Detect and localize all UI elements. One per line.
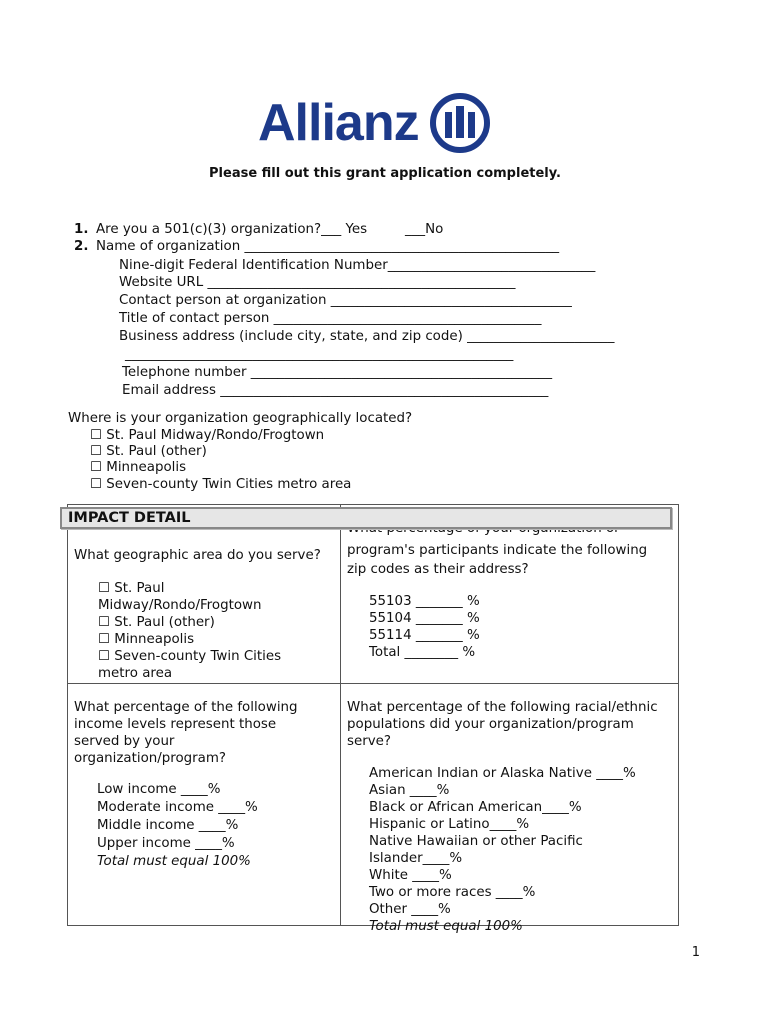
contact-person-field[interactable]: Contact person at organization ____________________________________ [119,293,572,308]
income-rows [97,781,317,871]
geo-option-midway[interactable]: ☐ St. Paul Midway/Rondo/Frogtown [98,581,262,613]
income-row-moderate[interactable]: Moderate income ____% [97,800,258,815]
geo-options [98,580,323,682]
ethnic-question: What percentage of the following racial/ethnic populations did your organization/program serve? [347,700,658,749]
location-option-st-paul-other[interactable]: ☐ St. Paul (other) [90,444,207,459]
logo-wordmark: Allianz [258,94,419,152]
zip-row-55104[interactable]: 55104 _______ % [369,611,480,626]
geo-option-minneapolis[interactable]: ☐ Minneapolis [98,632,195,647]
zip-row-total[interactable]: Total ________ % [369,645,476,660]
contact-title-field[interactable]: Title of contact person ________________________________________ [119,311,542,326]
business-address-line2[interactable]: __________________________________________________________ [125,347,514,362]
business-address-field[interactable]: Business address (include city, state, and zip code) ______________________ [119,329,615,344]
location-question: Where is your organization geographically located? [68,411,413,426]
federal-id-field[interactable]: Nine-digit Federal Identification Number_______________________________ [119,258,596,273]
location-option-minneapolis[interactable]: ☐ Minneapolis [90,460,187,475]
location-option-metro[interactable]: ☐ Seven-county Twin Cities metro area [90,477,352,492]
allianz-logo [258,92,491,154]
column-divider [340,505,341,925]
ethnic-row-black[interactable]: Black or African American____% [369,800,582,815]
question-number: 1. [74,222,89,237]
zip-row-55103[interactable]: 55103 _______ % [369,594,480,609]
answer-no[interactable]: ___No [405,222,444,237]
ethnic-row-white[interactable]: White ____% [369,868,452,883]
telephone-field[interactable]: Telephone number _____________________________________________ [122,365,553,380]
impact-table [67,504,679,934]
question-501c3 [74,221,367,239]
income-row-low[interactable]: Low income ____% [97,782,221,797]
row-divider [68,683,678,684]
page-number: 1 [691,945,700,960]
zip-rows [369,593,569,661]
ethnic-rows [369,765,659,934]
question-org-name [74,238,559,256]
income-total-note: Total must equal 100% [97,854,251,869]
income-row-upper[interactable]: Upper income ____% [97,836,235,851]
question-text: Are you a 501(c)(3) organization?___ Yes [96,222,368,237]
org-name-field[interactable]: Name of organization _______________________________________________ [96,239,560,254]
geo-question: What geographic area do you serve? [74,548,321,563]
ethnic-row-asian[interactable]: Asian ____% [369,783,450,798]
intro-text: Please fill out this grant application completely. [209,166,561,181]
ethnic-row-other[interactable]: Other ____% [369,902,451,917]
ethnic-total-note: Total must equal 100% [369,919,523,934]
question-number: 2. [74,239,89,254]
income-row-middle[interactable]: Middle income ____% [97,818,239,833]
ethnic-row-hispanic[interactable]: Hispanic or Latino____% [369,817,530,832]
zip-row-55114[interactable]: 55114 _______ % [369,628,480,643]
zip-question: program's participants indicate the following zip codes as their address? [347,543,648,577]
geo-option-metro[interactable]: ☐ Seven-county Twin Cities metro area [98,649,282,681]
email-field[interactable]: Email address _________________________________________________ [122,383,549,398]
income-question: What percentage of the following income levels represent those served by your organization/program? [74,700,298,766]
website-field[interactable]: Website URL ______________________________________________ [119,275,516,290]
allianz-eagle-icon [429,92,491,154]
location-option-midway[interactable]: ☐ St. Paul Midway/Rondo/Frogtown [90,428,325,443]
ethnic-row-pacific-islander[interactable]: Native Hawaiian or other Pacific Islander____% [369,834,583,866]
ethnic-row-american-indian[interactable]: American Indian or Alaska Native ____% [369,766,636,781]
ethnic-row-two-or-more[interactable]: Two or more races ____% [369,885,536,900]
impact-detail-header: IMPACT DETAIL [60,507,672,529]
geo-option-st-paul-other[interactable]: ☐ St. Paul (other) [98,615,215,630]
